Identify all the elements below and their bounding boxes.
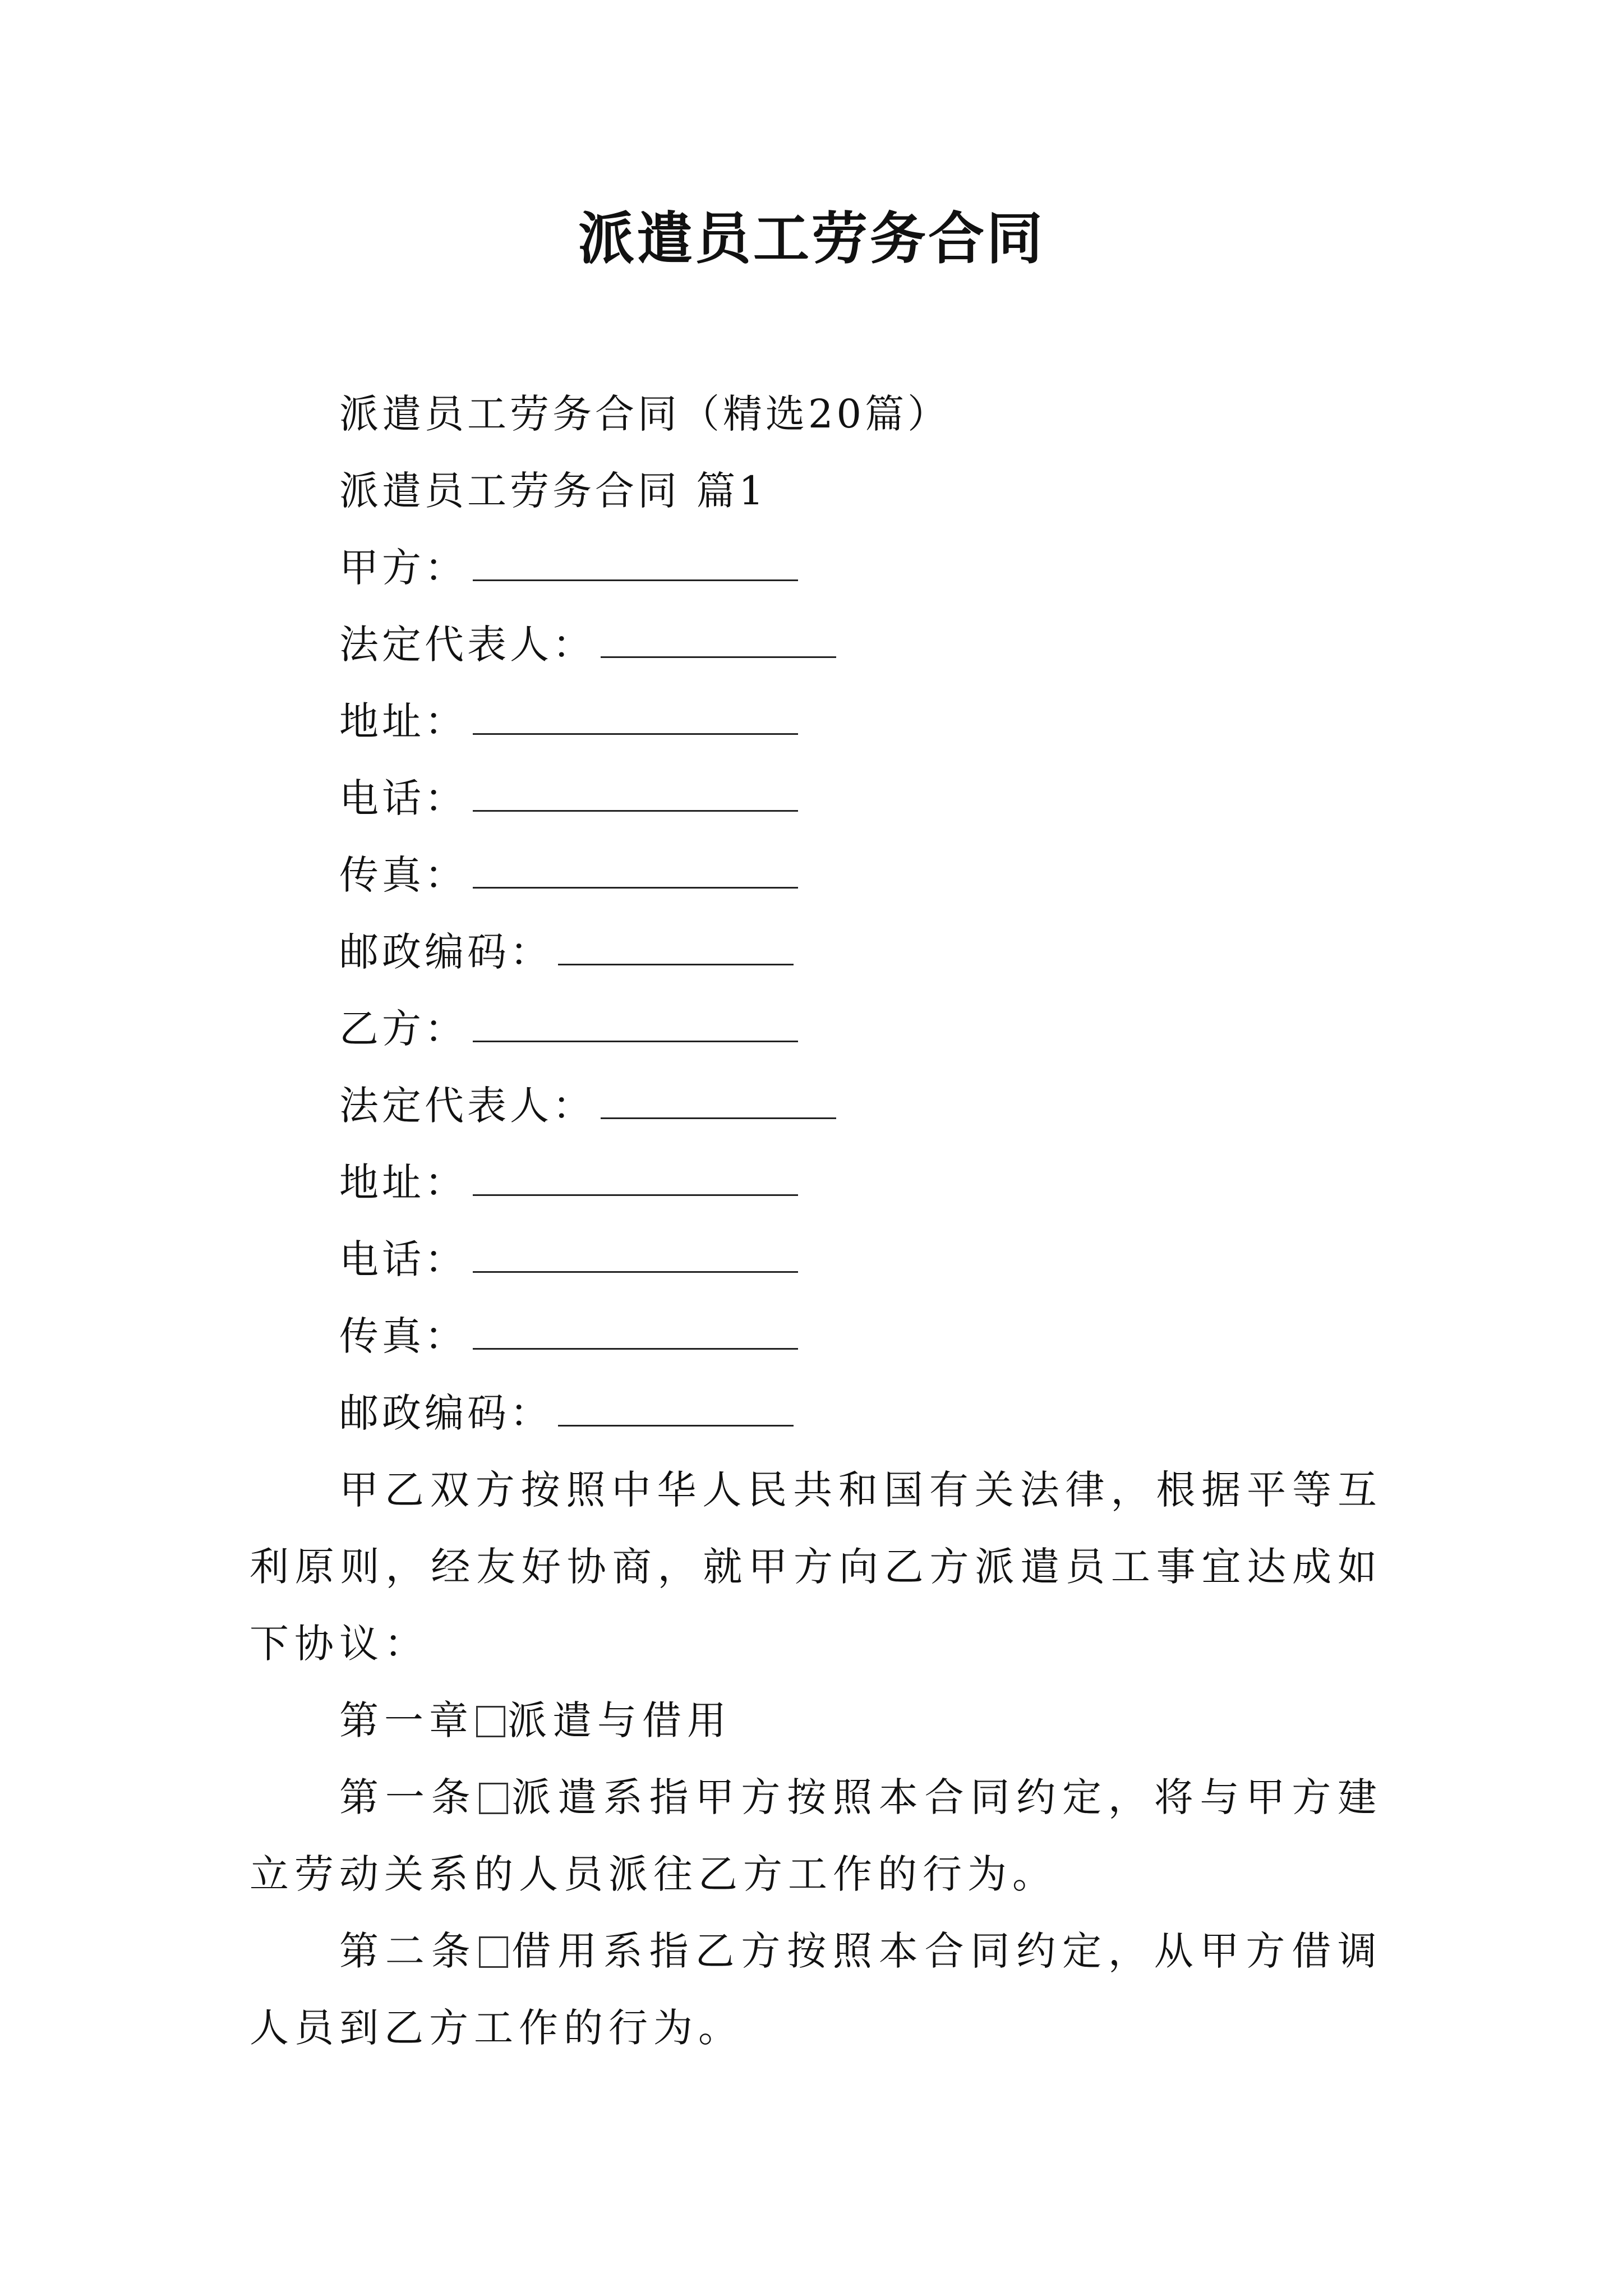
party-b-representative-field (250, 1068, 1382, 1144)
party-a-postcode-field (250, 914, 1382, 991)
party-a-fax-field (250, 837, 1382, 914)
document-subtitle: 派遣员工劳务合同（精选20篇） (339, 391, 951, 437)
intro-paragraph: 甲乙双方按照中华人民共和国有关法律，根据平等互利原则，经友好协商，就甲方向乙方派遣员工事宜达成如下协议： (250, 1467, 1382, 1667)
party-b-name-field (250, 991, 1382, 1068)
field-label: 地址： (339, 1159, 467, 1205)
article-label: 第一条 (339, 1774, 477, 1820)
fill-in-blank (473, 1337, 798, 1350)
article-1 (250, 1759, 1382, 1913)
document-body (250, 376, 1382, 2067)
chapter-label: 第一章 (339, 1697, 474, 1743)
fill-in-blank (473, 1260, 798, 1273)
field-label: 地址： (339, 698, 467, 744)
fill-in-blank (558, 953, 794, 965)
fill-in-blank (473, 1029, 798, 1042)
party-a-representative-field (250, 606, 1382, 683)
fill-in-blank (473, 1183, 798, 1196)
field-label: 邮政编码： (339, 929, 552, 975)
article-text: 借用系指乙方按照本合同约定，从甲方借调人员到乙方工作的行为。 (250, 1928, 1383, 2051)
chapter-title: 派遣与借用 (508, 1697, 732, 1743)
section-heading: 派遣员工劳务合同 篇1 (339, 468, 767, 514)
article-2 (250, 1913, 1382, 2067)
party-a-name-field (250, 530, 1382, 606)
field-label: 法定代表人： (339, 1083, 595, 1129)
checkbox-placeholder-icon (479, 1783, 508, 1814)
chapter-heading (250, 1682, 1382, 1759)
fill-in-blank (473, 876, 798, 889)
party-a-address-field (250, 683, 1382, 760)
party-b-postcode-field (250, 1375, 1382, 1452)
field-label: 电话： (339, 775, 467, 821)
fill-in-blank (601, 645, 836, 658)
field-label: 甲方： (339, 545, 467, 591)
document-title: 派遣员工劳务合同 (578, 205, 1045, 272)
field-label: 传真： (339, 1313, 467, 1359)
fill-in-blank (473, 799, 798, 812)
field-label: 传真： (339, 852, 467, 898)
article-text: 派遣系指甲方按照本合同约定，将与甲方建立劳动关系的人员派往乙方工作的行为。 (250, 1774, 1383, 1897)
fill-in-blank (601, 1106, 836, 1119)
field-label: 法定代表人： (339, 622, 595, 668)
fill-in-blank (558, 1414, 794, 1427)
fill-in-blank (473, 568, 798, 581)
party-b-phone-field (250, 1221, 1382, 1298)
party-b-fax-field (250, 1298, 1382, 1375)
party-a-phone-field (250, 760, 1382, 837)
fill-in-blank (473, 722, 798, 735)
field-label: 乙方： (339, 1006, 467, 1052)
checkbox-placeholder-icon (479, 1936, 508, 1968)
field-label: 邮政编码： (339, 1390, 552, 1436)
checkbox-placeholder-icon (476, 1706, 505, 1737)
party-b-address-field (250, 1144, 1382, 1221)
field-label: 电话： (339, 1236, 467, 1282)
article-label: 第二条 (339, 1928, 477, 1974)
